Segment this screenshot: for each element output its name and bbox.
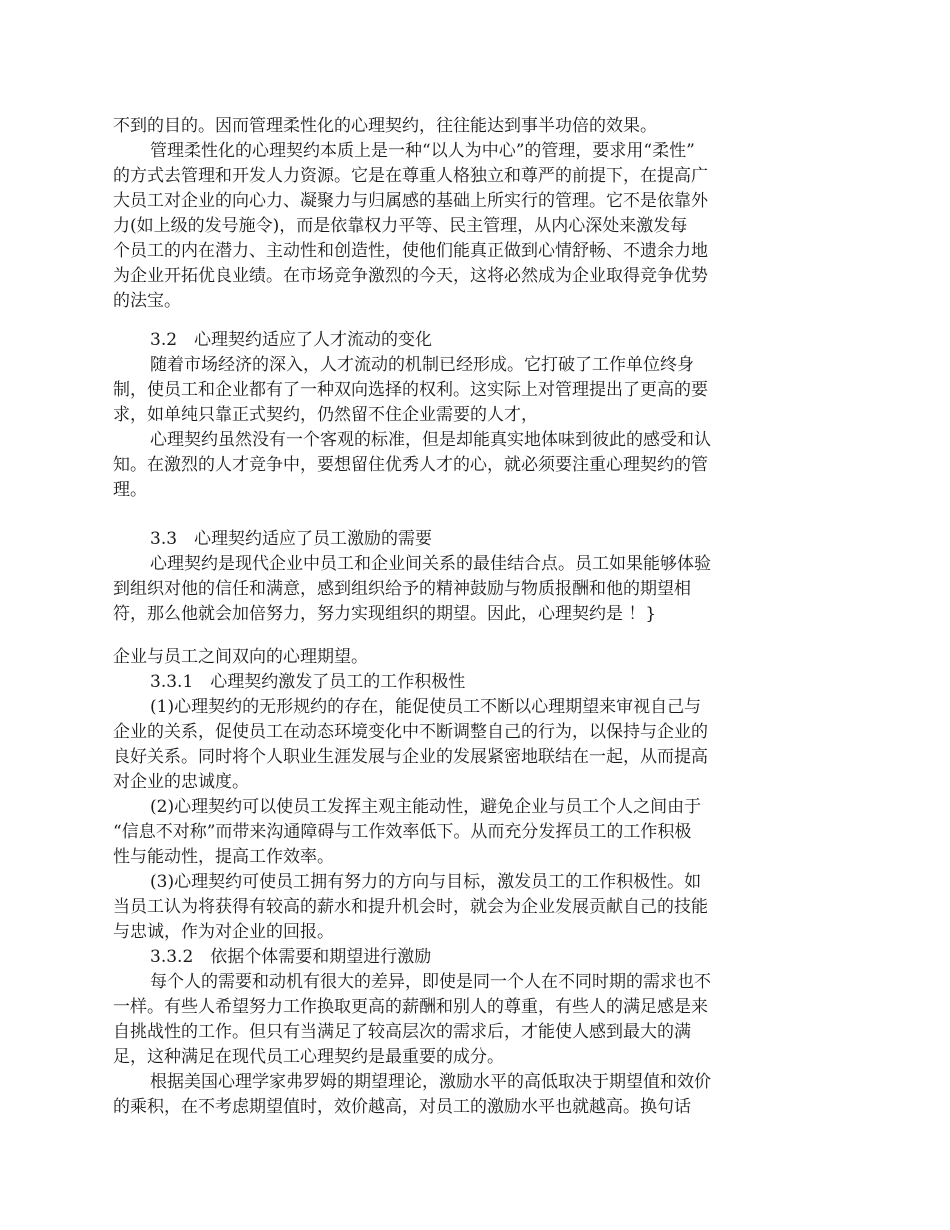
section-heading-3-3-1: 3.3.1 心理契约激发了员工的工作积极性 [150,672,466,692]
text-line: 的法宝。 [113,291,181,311]
list-item-2: (2)心理契约可以使员工发挥主观主能动性，避免企业与员工个人之间由于 [150,797,702,817]
text-line: 与忠诚，作为对企业的回报。 [113,922,334,942]
text-line: 求，如单纯只靠正式契约，仍然留不住企业需要的人才， [113,405,538,425]
text-line: 为企业开拓优良业绩。在市场竞争激烈的今天，这将必然成为企业取得竞争优势 [113,266,708,286]
text-line: 对企业的忠诚度。 [113,772,249,792]
paragraph-start: 管理柔性化的心理契约本质上是一种“以人为中心”的管理，要求用“柔性” [150,141,695,161]
paragraph-start: 心理契约是现代企业中员工和企业间关系的最佳结合点。员工如果能够体验 [150,554,711,574]
text-line: 性与能动性，提高工作效率。 [113,847,334,867]
text-line: “信息不对称”而带来沟通障碍与工作效率低下。从而充分发挥员工的工作积极 [113,822,692,842]
text-line: 制，使员工和企业都有了一种双向选择的权利。这实际上对管理提出了更高的要 [113,380,708,400]
text-line: 自挑战性的工作。但只有当满足了较高层次的需求后，才能使人感到最大的满 [113,1022,691,1042]
text-line: 的方式去管理和开发人力资源。它是在尊重人格独立和尊严的前提下，在提高广 [113,166,708,186]
text-line: 大员工对企业的向心力、凝聚力与归属感的基础上所实行的管理。它不是依靠外 [113,191,708,211]
list-item-3: (3)心理契约可使员工拥有努力的方向与目标，激发员工的工作积极性。如 [150,872,702,892]
text-line: 企业与员工之间双向的心理期望。 [113,647,368,667]
text-line: 个员工的内在潜力、主动性和创造性，使他们能真正做到心情舒畅、不遗余力地 [113,241,708,261]
section-heading-3-3-2: 3.3.2 依据个体需要和期望进行激励 [150,947,432,967]
text-line: 到组织对他的信任和满意，感到组织给予的精神鼓励与物质报酬和他的期望相 [113,579,691,599]
text-line: 当员工认为将获得有较高的薪水和提升机会时，就会为企业发展贡献自己的技能 [113,897,708,917]
text-line: 符，那么他就会加倍努力，努力实现组织的期望。因此，心理契约是 ！} [113,604,657,624]
list-item-1: (1)心理契约的无形规约的存在，能促使员工不断以心理期望来审视自己与 [150,697,702,717]
text-line: 良好关系。同时将个人职业生涯发展与企业的发展紧密地联结在一起，从而提高 [113,747,708,767]
text-line: 理。 [113,480,147,500]
text-line: 企业的关系，促使员工在动态环境变化中不断调整自己的行为，以保持与企业的 [113,722,708,742]
text-line: 的乘积，在不考虑期望值时，效价越高，对员工的激励水平也就越高。换句话 [113,1097,691,1117]
text-line: 力(如上级的发号施令)，而是依靠权力平等、民主管理，从内心深处来激发每 [113,216,688,236]
text-line: 不到的目的。因而管理柔性化的心理契约，往往能达到事半功倍的效果。 [113,116,657,136]
text-line: 足，这种满足在现代员工心理契约是最重要的成分。 [113,1047,504,1067]
paragraph-start: 心理契约虽然没有一个客观的标准，但是却能真实地体味到彼此的感受和认 [150,430,711,450]
section-heading-3-3: 3.3 心理契约适应了员工激励的需要 [150,529,433,549]
section-heading-3-2: 3.2 心理契约适应了人才流动的变化 [150,330,433,350]
paragraph-start: 随着市场经济的深入，人才流动的机制已经形成。它打破了工作单位终身 [150,355,694,375]
text-line: 一样。有些人希望努力工作换取更高的薪酬和别人的尊重，有些人的满足感是来 [113,997,708,1017]
text-line: 知。在激烈的人才竞争中，要想留住优秀人才的心，就必须要注重心理契约的管 [113,455,708,475]
paragraph-start: 根据美国心理学家弗罗姆的期望理论，激励水平的高低取决于期望值和效价 [150,1072,711,1092]
paragraph-start: 每个人的需要和动机有很大的差异，即使是同一个人在不同时期的需求也不 [150,972,711,992]
